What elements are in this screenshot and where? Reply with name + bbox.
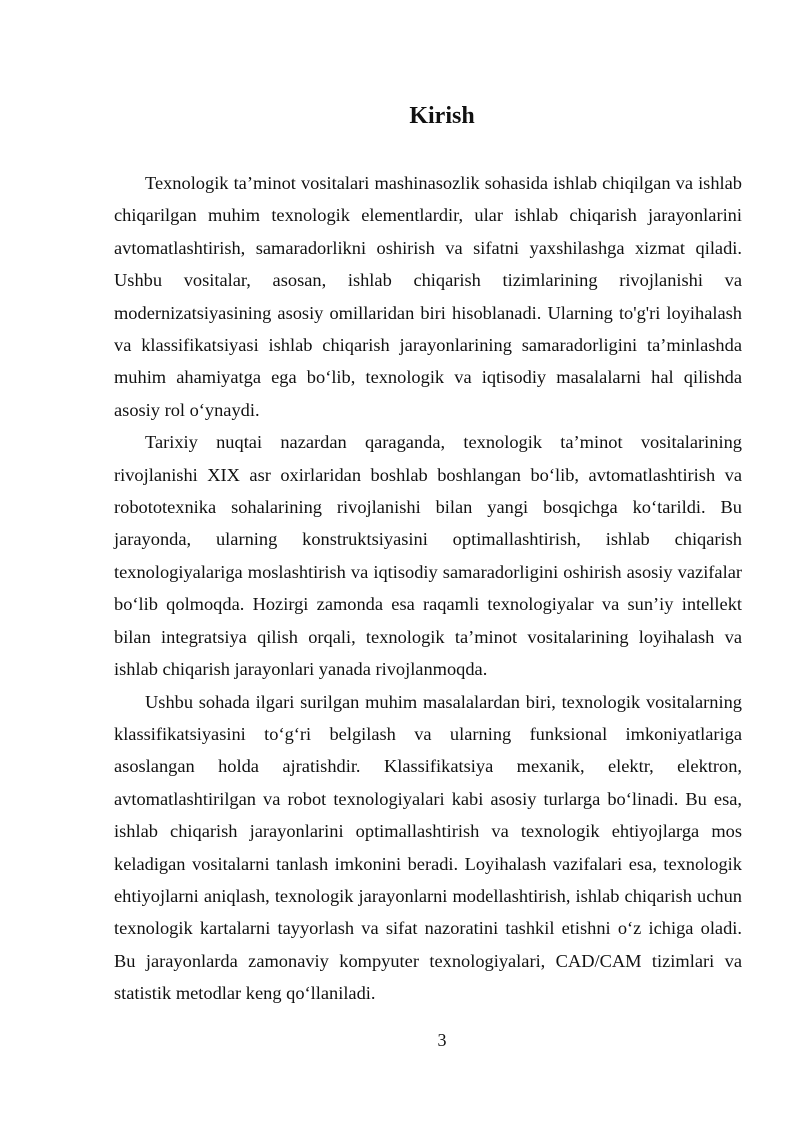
paragraph-1: Texnologik ta’minot vositalari mashinasozlik sohasida ishlab chiqilgan va ishlab chiqarilgan muhim texnologik elementlardir, ular ishlab chiqarish jarayonlarini avtomatlashtirish, samaradorlikni oshirish va sifatni yaxshilashga xizmat qiladi. Ushbu vositalar, asosan, ishlab chiqarish tizimlarining rivojlanishi va modernizatsiyasining asosiy omillaridan biri hisoblanadi. Ularning to'g'ri loyihalash va klassifikatsiyasi ishlab chiqarish jarayonlarining samaradorligini ta’minlashda muhim ahamiyatga ega bo‘lib, texnologik va iqtisodiy masalalarni hal qilishda asosiy rol o‘ynaydi. xyxy=(114,173,742,420)
page-title: Kirish xyxy=(409,103,475,129)
body-text xyxy=(114,167,742,1010)
page-number: 3 xyxy=(437,1030,447,1050)
paragraph-3: Ushbu sohada ilgari surilgan muhim masalalardan biri, texnologik vositalarning klassifikatsiyasini to‘g‘ri belgilash va ularning funksional imkoniyatlariga asoslangan holda ajratishdir. Klassifikatsiya mexanik, elektr, elektron, avtomatlashtirilgan va robot texnologiyalari kabi asosiy turlarga bo‘linadi. Bu esa, ishlab chiqarish jarayonlarini optimallashtirish va texnologik ehtiyojlarga mos keladigan vositalarni tanlash imkonini beradi. Loyihalash vazifalari esa, texnologik ehtiyojlarni aniqlash, texnologik jarayonlarni modellashtirish, ishlab chiqarish uchun texnologik kartalarni tayyorlash va sifat nazoratini tashkil etishni o‘z ichiga oladi. Bu jarayonlarda zamonaviy kompyuter texnologiyalari, CAD/CAM tizimlari va statistik metodlar keng qo‘llaniladi. xyxy=(114,691,742,1004)
paragraph-2: Tarixiy nuqtai nazardan qaraganda, texnologik ta’minot vositalarining rivojlanishi XIX asr oxirlaridan boshlab boshlangan bo‘lib, avtomatlashtirish va robototexnika sohalarining rivojlanishi bilan yangi bosqichga ko‘tarildi. Bu jarayonda, ularning konstruktsiyasini optimallashtirish, ishlab chiqarish texnologiyalariga moslashtirish va iqtisodiy samaradorligini oshirish asosiy vazifalar bo‘lib qolmoqda. Hozirgi zamonda esa raqamli texnologiyalar va sun’iy intellekt bilan integratsiya qilish orqali, texnologik ta’minot vositalarining loyihalash va ishlab chiqarish jarayonlari yanada rivojlanmoqda. xyxy=(114,432,742,680)
